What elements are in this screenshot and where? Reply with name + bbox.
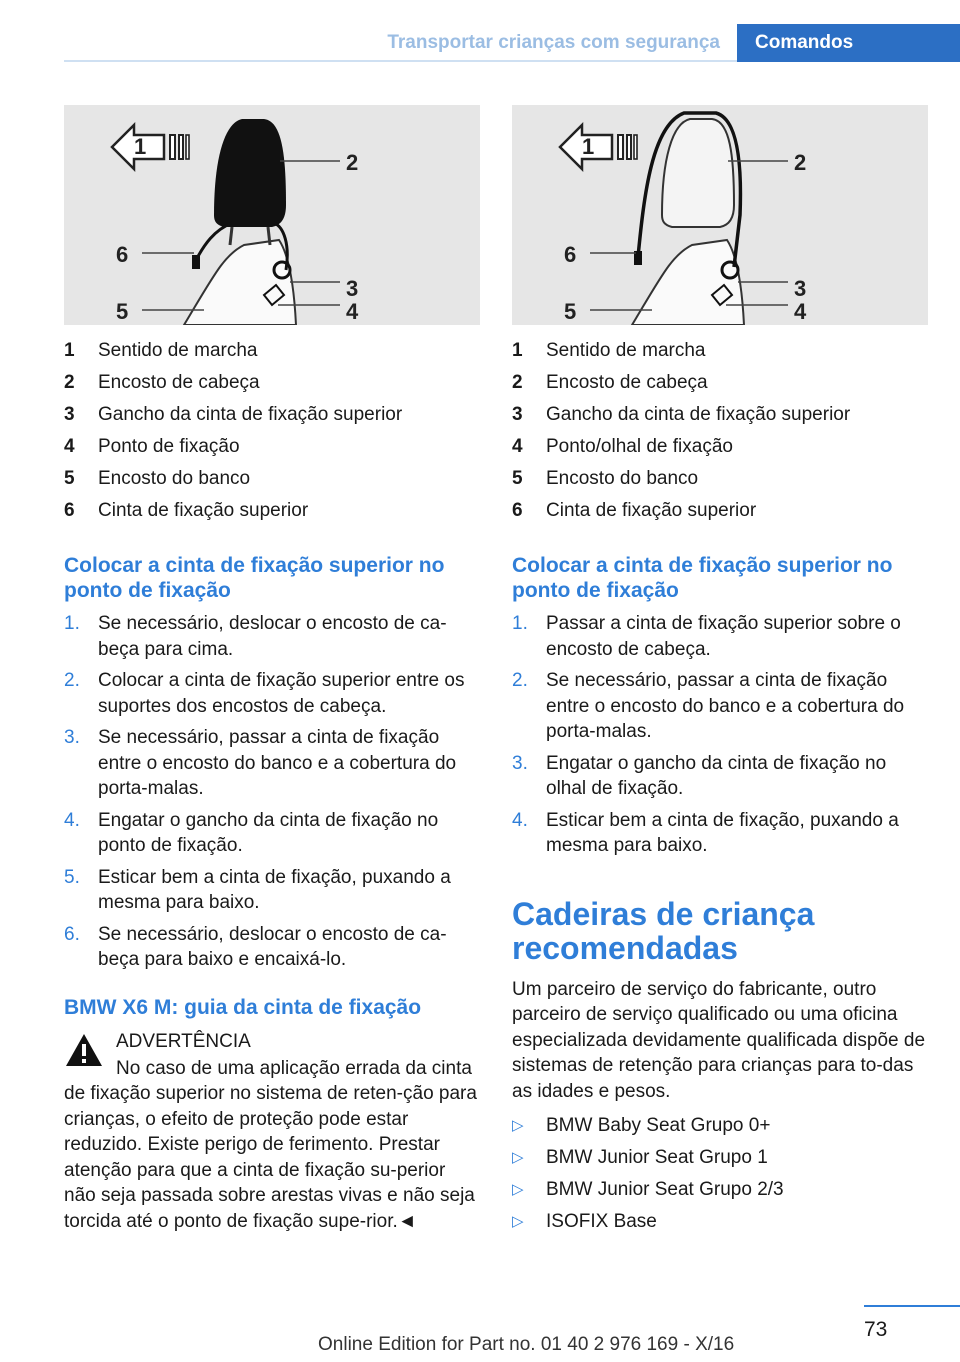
list-item: ▷ BMW Junior Seat Grupo 2/3 [512, 1179, 784, 1200]
figure-label-6: 6 [116, 242, 129, 267]
legend-item: 5 Encosto do banco [64, 468, 251, 489]
figure-left-headrest-tether [64, 105, 480, 325]
figure-label-3: 3 [794, 276, 807, 301]
recommended-seats-title: Cadeiras de criança recomendadas [512, 895, 815, 966]
edition-footer: Online Edition for Part no. 01 40 2 976 169 - X/16 [318, 1334, 735, 1355]
step-item: 1. Se necessário, deslocar o encosto de ca‐beça para cima. [64, 613, 447, 660]
legend-item: 2 Encosto de cabeça [512, 372, 708, 393]
legend-item: 3 Gancho da cinta de fixação superior [64, 404, 403, 425]
step-item: 6. Se necessário, deslocar o encosto de ca‐beça para baixo e encaixá-lo. [64, 923, 447, 970]
legend-item: 4 Ponto/olhal de fixação [512, 436, 733, 457]
legend-item: 6 Cinta de fixação superior [512, 500, 757, 521]
warning-icon [64, 1032, 104, 1068]
procedure-steps-left [64, 611, 482, 973]
list-item: ▷ BMW Junior Seat Grupo 1 [512, 1147, 768, 1168]
legend-item: 1 Sentido de marcha [64, 340, 258, 361]
figure-label-2: 2 [794, 150, 807, 175]
legend-right [512, 335, 928, 527]
legend-left [64, 335, 482, 527]
figure-label-4: 4 [346, 299, 359, 324]
step-item: 5. Esticar bem a cinta de fixação, puxando a mesma para baixo. [64, 866, 451, 913]
page-number-rule [864, 1305, 960, 1307]
legend-item: 1 Sentido de marcha [512, 340, 706, 361]
figure-label-6: 6 [564, 242, 577, 267]
step-item: 4. Esticar bem a cinta de fixação, puxando a mesma para baixo. [512, 809, 899, 856]
right-column [512, 335, 928, 1238]
legend-item: 6 Cinta de fixação superior [64, 500, 309, 521]
step-item: 3. Se necessário, passar a cinta de fixação entre o encosto do banco e a cobertura do porta-malas. [64, 727, 457, 799]
figure-label-1: 1 [134, 134, 147, 159]
legend-item: 3 Gancho da cinta de fixação superior [512, 404, 851, 425]
procedure-heading: Colocar a cinta de fixação superior no ponto de fixação [512, 554, 893, 602]
step-item: 2. Colocar a cinta de fixação superior entre os suportes dos encostos de cabeça. [64, 670, 465, 717]
step-item: 2. Se necessário, passar a cinta de fixação entre o encosto do banco e a cobertura do porta-malas. [512, 670, 905, 742]
list-item: ▷ ISOFIX Base [512, 1211, 657, 1232]
step-item: 1. Passar a cinta de fixação superior sobre o encosto de cabeça. [512, 613, 901, 660]
seat-list [512, 1110, 928, 1238]
warning-text: No caso de uma aplicação errada da cinta de fixação superior no sistema de reten‐ção para crianças, o efeito de proteção pode estar reduzido. Existe perigo de ferimento. Prestar atenção para que a cinta de fixação su‐perior não seja passada sobre arestas vivas e não seja torcida até o ponto de fixação supe‐rior.◄ [64, 1057, 477, 1232]
legend-item: 5 Encosto do banco [512, 468, 699, 489]
left-column [64, 335, 482, 1234]
guide-heading: BMW X6 M: guia da cinta de fixação [64, 995, 422, 1019]
chapter-tab: Comandos [737, 24, 960, 62]
figure-label-4: 4 [794, 299, 807, 324]
direction-arrow-icon [560, 125, 637, 169]
figure-label-2: 2 [346, 150, 359, 175]
step-item: 4. Engatar o gancho da cinta de fixação no ponto de fixação. [64, 809, 439, 856]
legend-item: 2 Encosto de cabeça [64, 372, 260, 393]
recommended-seats-paragraph: Um parceiro de serviço do fabricante, outro parceiro de serviço qualificado ou uma oficina especializada devidamente qualificada dispõe de sistemas de retenção para crianças para to‐das as idades e pesos. [512, 978, 926, 1102]
warning-title: ADVERTÊNCIA [116, 1030, 251, 1052]
figure-label-5: 5 [116, 299, 129, 324]
list-item: ▷ BMW Baby Seat Grupo 0+ [512, 1115, 771, 1136]
direction-arrow-icon [112, 125, 189, 169]
figure-label-1: 1 [582, 134, 595, 159]
section-title: Transportar crianças com segurança [387, 32, 720, 53]
procedure-steps-right [512, 611, 928, 859]
figure-label-3: 3 [346, 276, 359, 301]
procedure-heading: Colocar a cinta de fixação superior no ponto de fixação [64, 554, 445, 602]
step-item: 3. Engatar o gancho da cinta de fixação no olhal de fixação. [512, 752, 887, 799]
legend-item: 4 Ponto de fixação [64, 436, 240, 457]
figure-label-5: 5 [564, 299, 577, 324]
warning-box [64, 1028, 482, 1235]
page-number: 73 [864, 1318, 888, 1341]
figure-right-headrest-tether [512, 105, 928, 325]
